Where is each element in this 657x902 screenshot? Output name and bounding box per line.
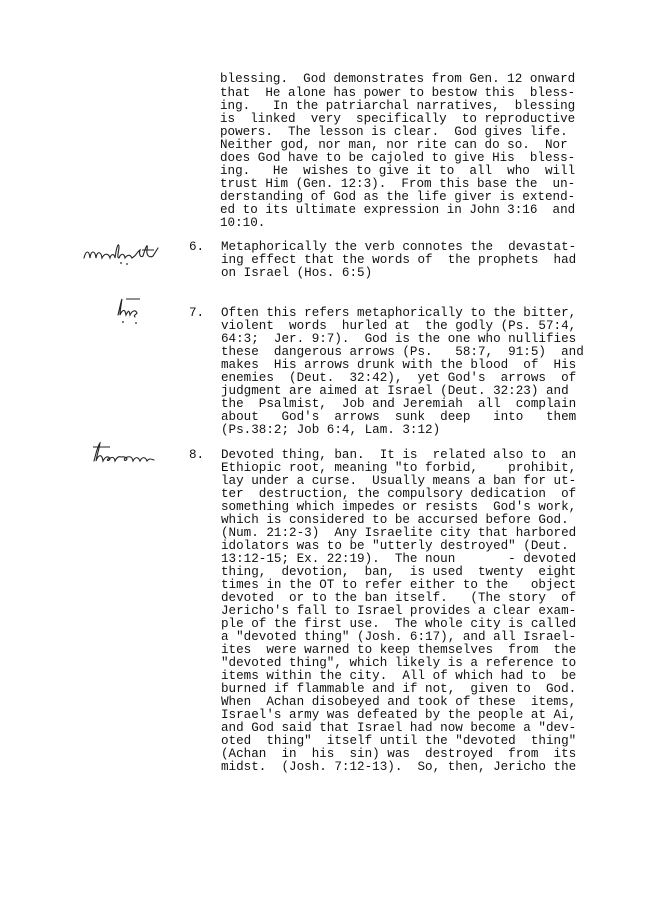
text-line: something which impedes or resists God's work, <box>221 500 577 514</box>
text-line: Metaphorically the verb connotes the devastat- <box>221 240 577 254</box>
entry-number: 6. <box>189 240 205 254</box>
text-line: "devoted thing", which likely is a reference to <box>221 656 577 670</box>
text-line: (Achan in his sin) was destroyed from its <box>221 747 577 761</box>
text-line: When Achan disobeyed and took of these items, <box>221 695 577 709</box>
text-line: judgment are aimed at Israel (Deut. 32:23) and <box>221 384 569 398</box>
text-line: lay under a curse. Usually means a ban for ut- <box>221 474 577 488</box>
entry-number: 7. <box>189 306 205 320</box>
text-line: 10:10. <box>220 216 266 230</box>
text-line: makes His arrows drunk with the blood of His <box>221 358 577 372</box>
text-line: the Psalmist, Job and Jeremiah all complain <box>221 397 577 411</box>
text-line: Often this refers metaphorically to the bitter, <box>221 306 577 320</box>
text-line: 64:3; Jer. 9:7). God is the one who nullifies <box>221 332 577 346</box>
text-line: (Ps.38:2; Job 6:4, Lam. 3:12) <box>221 423 441 437</box>
text-line: does God have to be cajoled to give His bless- <box>220 151 576 165</box>
text-line: violent words hurled at the godly (Ps. 57:4, <box>221 319 577 333</box>
text-line: that He alone has power to bestow this bless- <box>220 86 576 100</box>
text-line: powers. The lesson is clear. God gives life. <box>220 125 568 139</box>
text-line: ed to its ultimate expression in John 3:16 and <box>220 203 576 217</box>
text-line: midst. (Josh. 7:12-13). So, then, Jericho the <box>221 760 577 774</box>
handwritten-margin-note-mahes <box>80 236 170 270</box>
text-line: Devoted thing, ban. It is related also to an <box>221 448 577 462</box>
text-line: and God said that Israel had now become a "dev- <box>221 721 577 735</box>
text-line: these dangerous arrows (Ps. 58:7, 91:5) and <box>221 345 584 359</box>
text-line: times in the OT to refer either to the object <box>221 578 577 592</box>
text-line: ter destruction, the compulsory dedication of <box>221 487 577 501</box>
text-line: derstanding of God as the life giver is extend- <box>220 190 576 204</box>
handwritten-margin-note-hes <box>112 293 152 327</box>
text-line: ing. He wishes to give it to all who will <box>220 164 576 178</box>
text-line: thing, devotion, ban, is used twenty eight <box>221 565 577 579</box>
text-line: Jericho's fall to Israel provides a clear exam- <box>221 604 577 618</box>
text-line: idolators was to be "utterly destroyed" (Deut. <box>221 539 569 553</box>
text-line: ites were warned to keep themselves from the <box>221 643 577 657</box>
text-line: trust Him (Gen. 12:3). From this base the un- <box>220 177 576 191</box>
text-line: burned if flammable and if not, given to God. <box>221 682 577 696</box>
text-line: Ethiopic root, meaning "to forbid, prohibit, <box>221 461 577 475</box>
text-line: ing. In the patriarchal narratives, blessing <box>220 99 576 113</box>
text-line: enemies (Deut. 32:42), yet God's arrows of <box>221 371 577 385</box>
text-line: oted thing" itself until the "devoted thing" <box>221 734 577 748</box>
text-line: items within the city. All of which had to be <box>221 669 577 683</box>
text-line: a "devoted thing" (Josh. 6:17), and all Israel- <box>221 630 577 644</box>
text-line: ing effect that the words of the prophets had <box>221 253 577 267</box>
text-line: (Num. 21:2-3) Any Israelite city that harbored <box>221 526 577 540</box>
text-line: about God's arrows sunk deep into them <box>221 410 577 424</box>
text-line: which is considered to be accursed before God. <box>221 513 569 527</box>
text-line: blessing. God demonstrates from Gen. 12 onward <box>220 72 576 86</box>
text-line: Neither god, nor man, nor rite can do so. Nor <box>220 138 568 152</box>
text-line: devoted or to the ban itself. (The story of <box>221 591 577 605</box>
text-line: is linked very specifically to reproductive <box>220 112 576 126</box>
entry-number: 8. <box>189 448 205 462</box>
text-line: on Israel (Hos. 6:5) <box>221 266 373 280</box>
text-line: 13:12-15; Ex. 22:19). The noun - devoted <box>221 552 577 566</box>
text-line: Israel's army was defeated by the people at Ai, <box>221 708 577 722</box>
text-line: ple of the first use. The whole city is called <box>221 617 577 631</box>
handwritten-margin-note-herem <box>88 439 172 469</box>
